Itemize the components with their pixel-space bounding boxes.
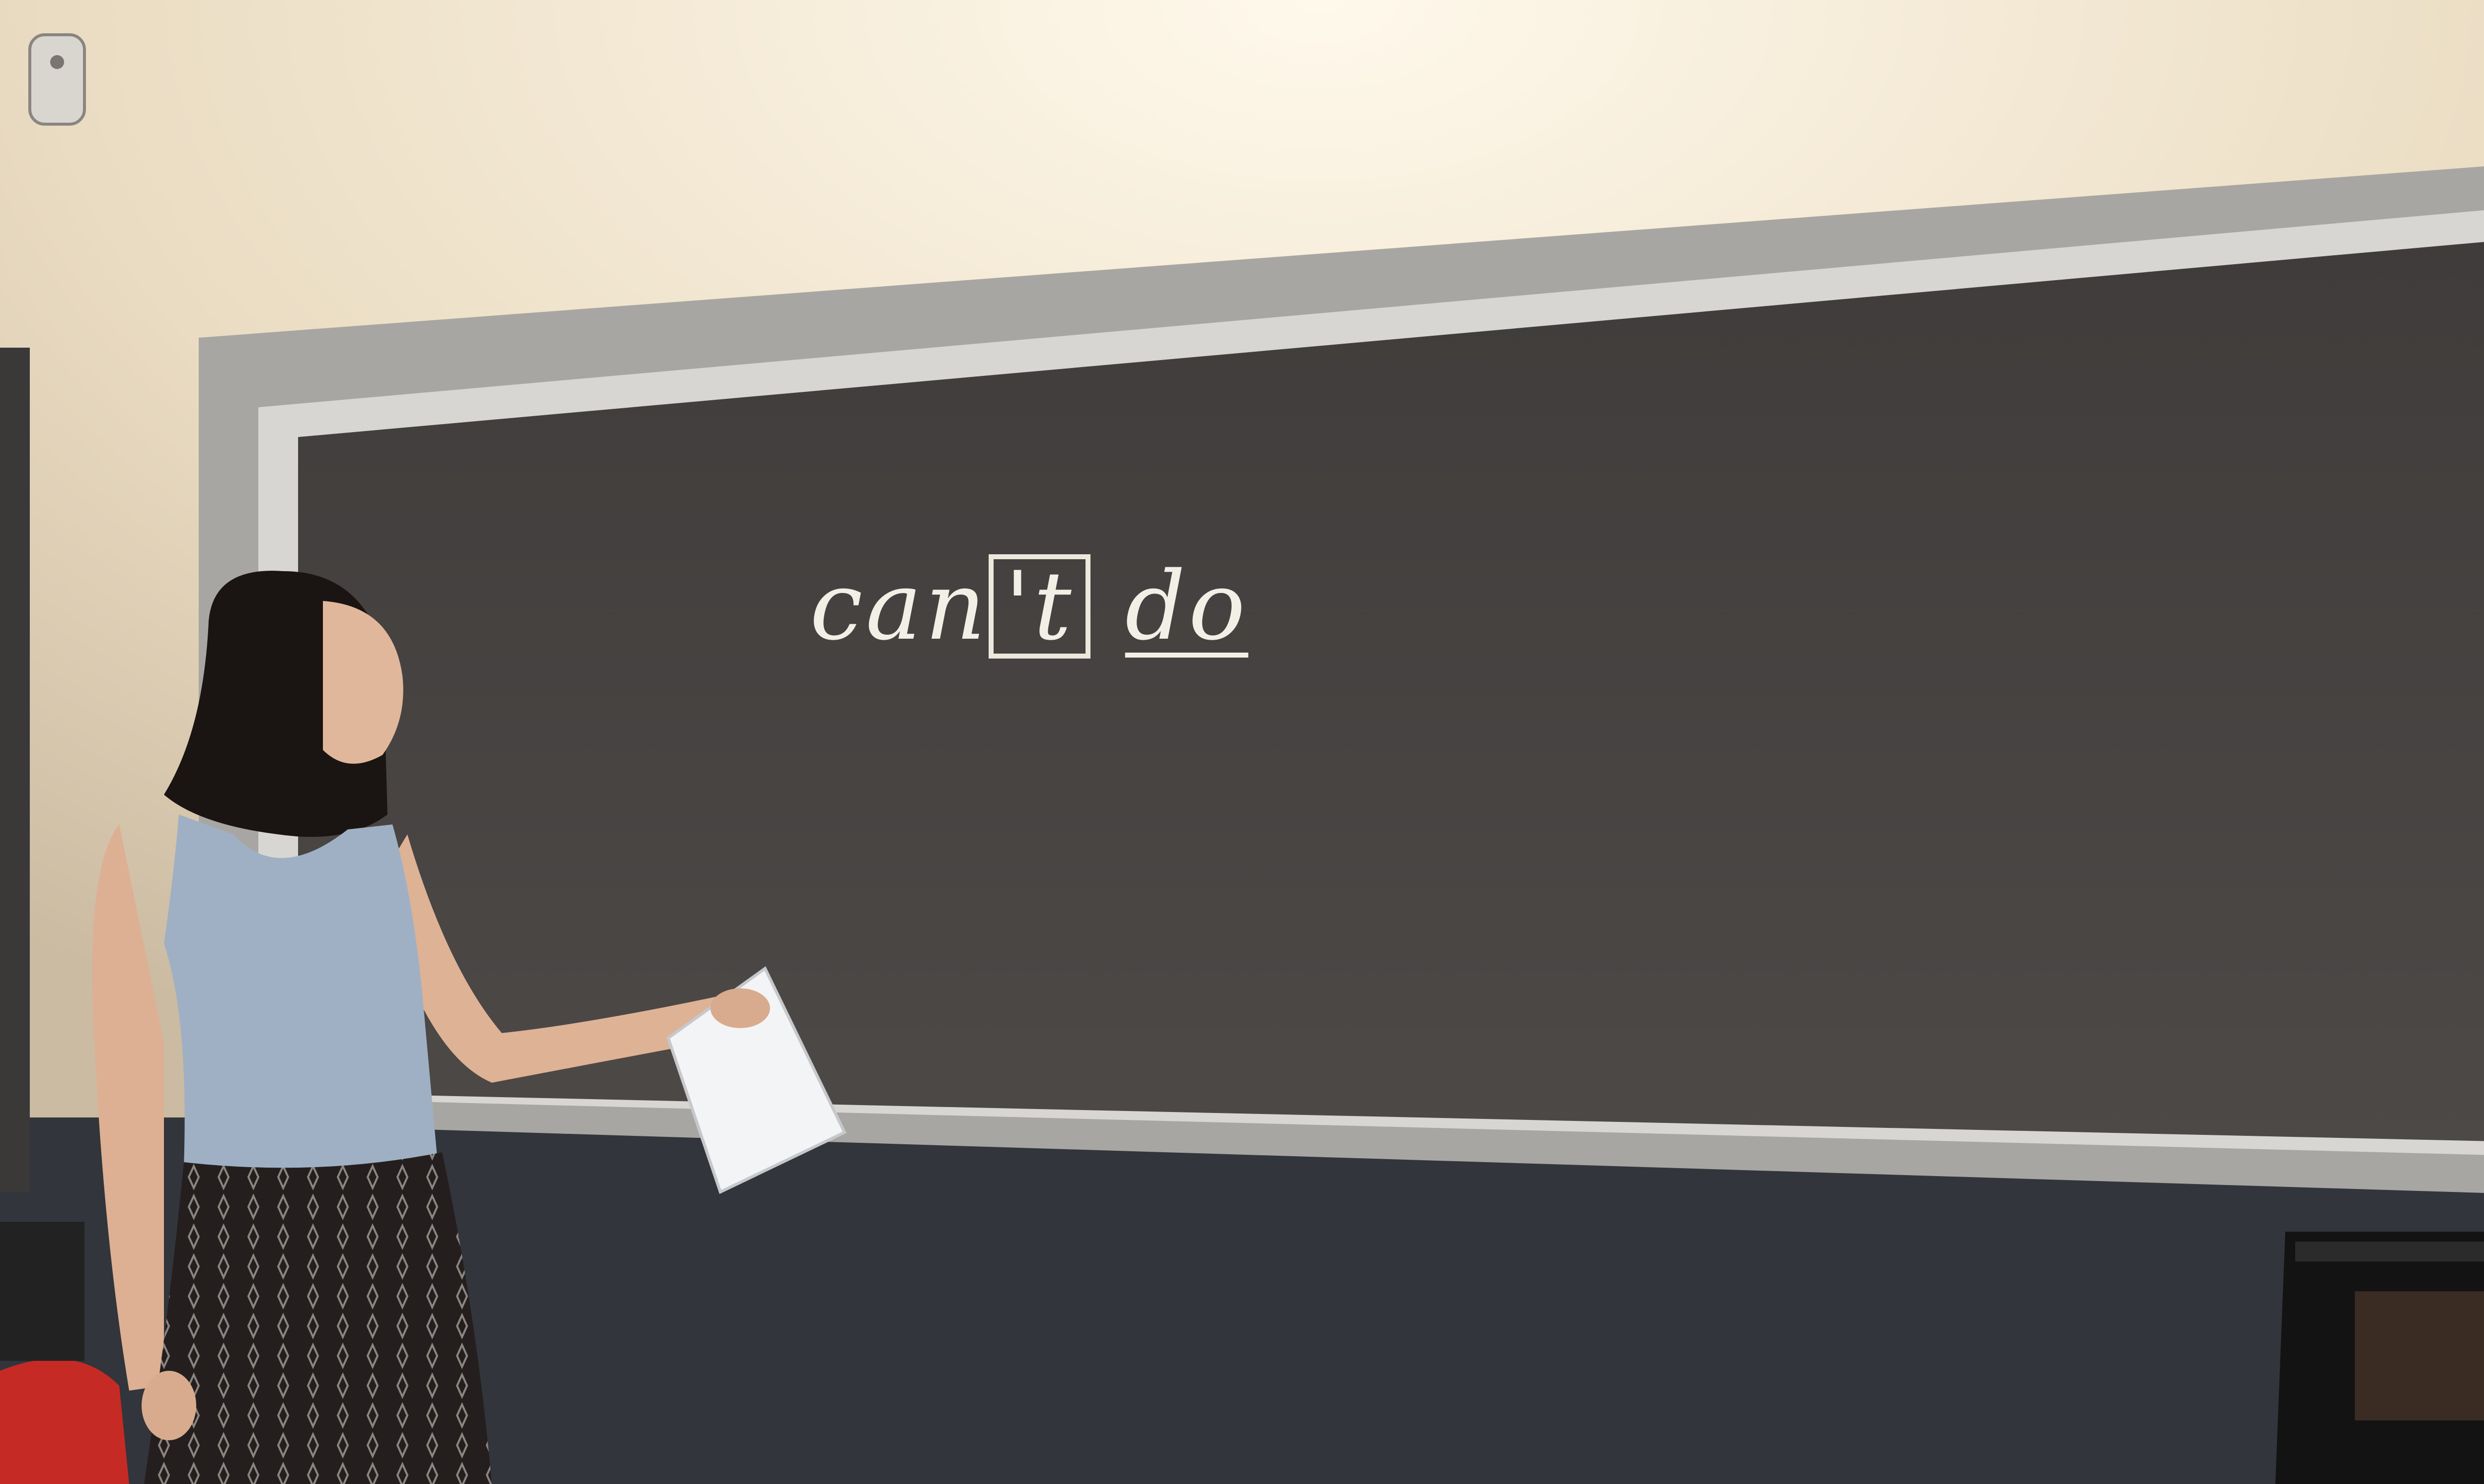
hand-left: [142, 1371, 196, 1440]
red-chair: [0, 1359, 129, 1484]
wall-corner: [0, 348, 30, 1192]
chalk-writing: [810, 551, 1248, 661]
tank-top: [164, 815, 437, 1173]
chalk-word-do: do: [1125, 551, 1248, 661]
ceiling-sensor: [30, 35, 84, 124]
chalk-boxed-letters: 't: [989, 554, 1090, 659]
piano: [2275, 1232, 2484, 1484]
speaker-box: [0, 1222, 84, 1361]
patterned-skirt: [144, 1152, 492, 1484]
hand: [710, 988, 770, 1028]
chalk-word-can: can: [810, 551, 989, 661]
